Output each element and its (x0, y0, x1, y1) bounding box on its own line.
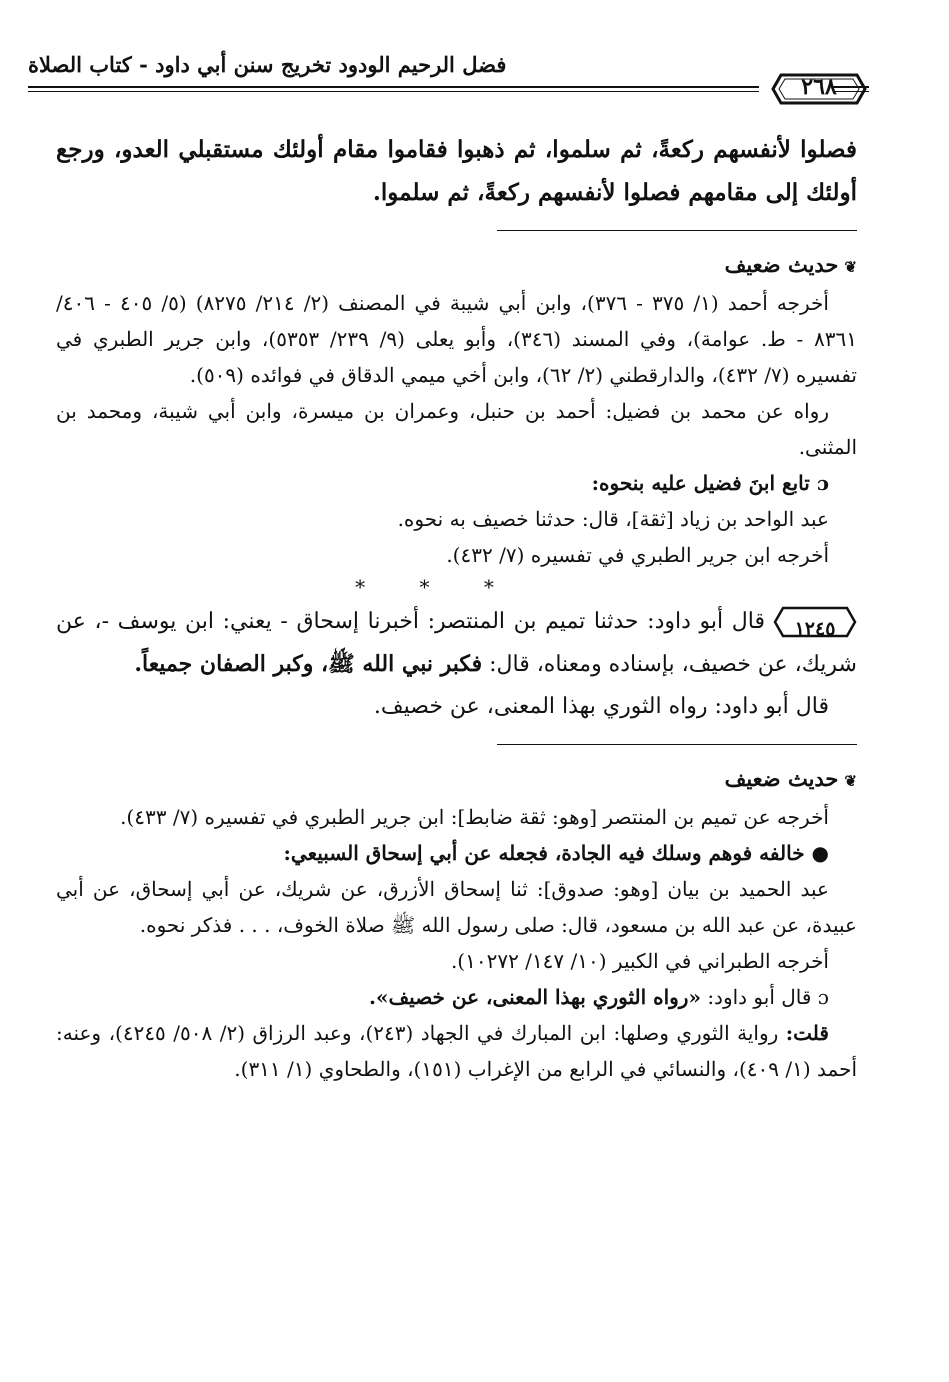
page-number: ٢٦٨ (801, 74, 837, 100)
header-rule (28, 86, 759, 88)
hadith-matn: فكبر نبي الله ﷺ، وكبر الصفان جميعاً. (134, 651, 483, 677)
hadith-isnad: قال أبو داود: حدثنا تميم بن المنتصر: أخبرنا إسحاق - يعني: ابن يوسف -، عن شريك، عن خصيف، بإسناده ومعناه، قال: (56, 609, 857, 677)
section-stars: * * * (355, 575, 518, 599)
follow-source: أخرجه ابن جرير الطبري في تفسيره (٧/ ٤٣٢). (446, 543, 829, 567)
section-heading-text: حديث ضعيف (724, 252, 839, 277)
section-divider (497, 230, 857, 231)
hadith-paragraph (56, 601, 857, 686)
author-note (56, 1015, 857, 1087)
ornament-icon: ❦ (844, 772, 857, 790)
section-heading-text: حديث ضعيف (724, 766, 839, 791)
bullet-c-icon: ɔ (817, 985, 829, 1009)
quote-text: «رواه الثوري بهذا المعنى، عن خصيف». (369, 985, 701, 1009)
header-rule-thin (28, 91, 759, 92)
section-heading (56, 761, 857, 799)
ornament-icon: ❦ (844, 258, 857, 276)
hadith-note: قال أبو داود: رواه الثوري بهذا المعنى، عن خصيف. (373, 694, 829, 719)
hadith-number: ١٢٤٥ (794, 618, 836, 640)
bullet-heading-text: خالفه فوهم وسلك فيه الجادة، فجعله عن أبي إسحاق السبيعي: (283, 841, 805, 865)
abu-dawud-quote (56, 979, 857, 1015)
tabarani-source: أخرجه الطبراني في الكبير (١٠/ ١٤٧/ ١٠٢٧٢). (450, 949, 829, 973)
lead-paragraph: فصلوا لأنفسهم ركعةً، ثم سلموا، ثم ذهبوا فقاموا مقام أولئك مستقبلي العدو، ورجع أولئك إلى مقامهم فصلوا لأنفسهم ركعةً، ثم سلموا. (56, 136, 857, 206)
note-label: قلت: (785, 1021, 829, 1045)
takhrij-paragraph: أخرجه أحمد (١/ ٣٧٥ - ٣٧٦)، وابن أبي شيبة في المصنف (٢/ ٢١٤/ ٨٢٧٥) (٥/ ٤٠٥ - ٤٠٦/ ٨٣٦١ - ط. عوامة)، وفي المسند (٣٤٦)، وأبو يعلى (٩/ ٢٣٩/ ٥٣٥٣)، وابن جرير الطبري في تفسيره (٧/ ٤٣٢)، والدارقطني (٢/ ٦٢)، وابن أخي ميمي الدقاق في فوائده (٥٠٩). (56, 291, 857, 387)
follow-paragraph: عبد الواحد بن زياد [ثقة]، قال: حدثنا خصيف به نحوه. (397, 507, 829, 531)
takhrij-paragraph: أخرجه عن تميم بن المنتصر [وهو: ثقة ضابط]: ابن جرير الطبري في تفسيره (٧/ ٤٣٣). (120, 805, 829, 829)
section-divider (497, 744, 857, 745)
bullet-dot-icon: ● (811, 841, 829, 865)
running-header (28, 52, 869, 108)
section-heading (56, 247, 857, 285)
bullet-c-icon: ɔ (816, 471, 829, 495)
note-text: رواية الثوري وصلها: ابن المبارك في الجهاد (٢٤٣)، وعبد الرزاق (٢/ ٥٠٨/ ٤٢٤٥)، وعنه: أحمد (١/ ٤٠٩)، والنسائي في الرابع من الإغراب (١٥١)، والطحاوي (١/ ٣١١). (56, 1021, 857, 1081)
bullet-heading (56, 835, 857, 871)
page-content (56, 128, 857, 1087)
hadith-number-badge (773, 605, 857, 639)
page-number-badge (771, 69, 867, 109)
quote-label: قال أبو داود: (707, 985, 812, 1009)
contrary-paragraph: عبد الحميد بن بيان [وهو: صدوق]: ثنا إسحاق الأزرق، عن شريك، عن أبي إسحاق، عن أبي عبيدة، عن عبد الله بن مسعود، قال: صلى رسول الله ﷺ صلاة الخوف، . . . فذكر نحوه. (56, 877, 857, 937)
narrators-paragraph: رواه عن محمد بن فضيل: أحمد بن حنبل، وعمران بن ميسرة، وابن أبي شيبة، ومحمد بن المثنى. (56, 399, 857, 459)
follow-heading (56, 465, 857, 501)
running-title: فضل الرحيم الودود تخريج سنن أبي داود - كتاب الصلاة (28, 52, 507, 77)
follow-heading-text: تابع ابنَ فضيل عليه بنحوه: (591, 471, 810, 495)
